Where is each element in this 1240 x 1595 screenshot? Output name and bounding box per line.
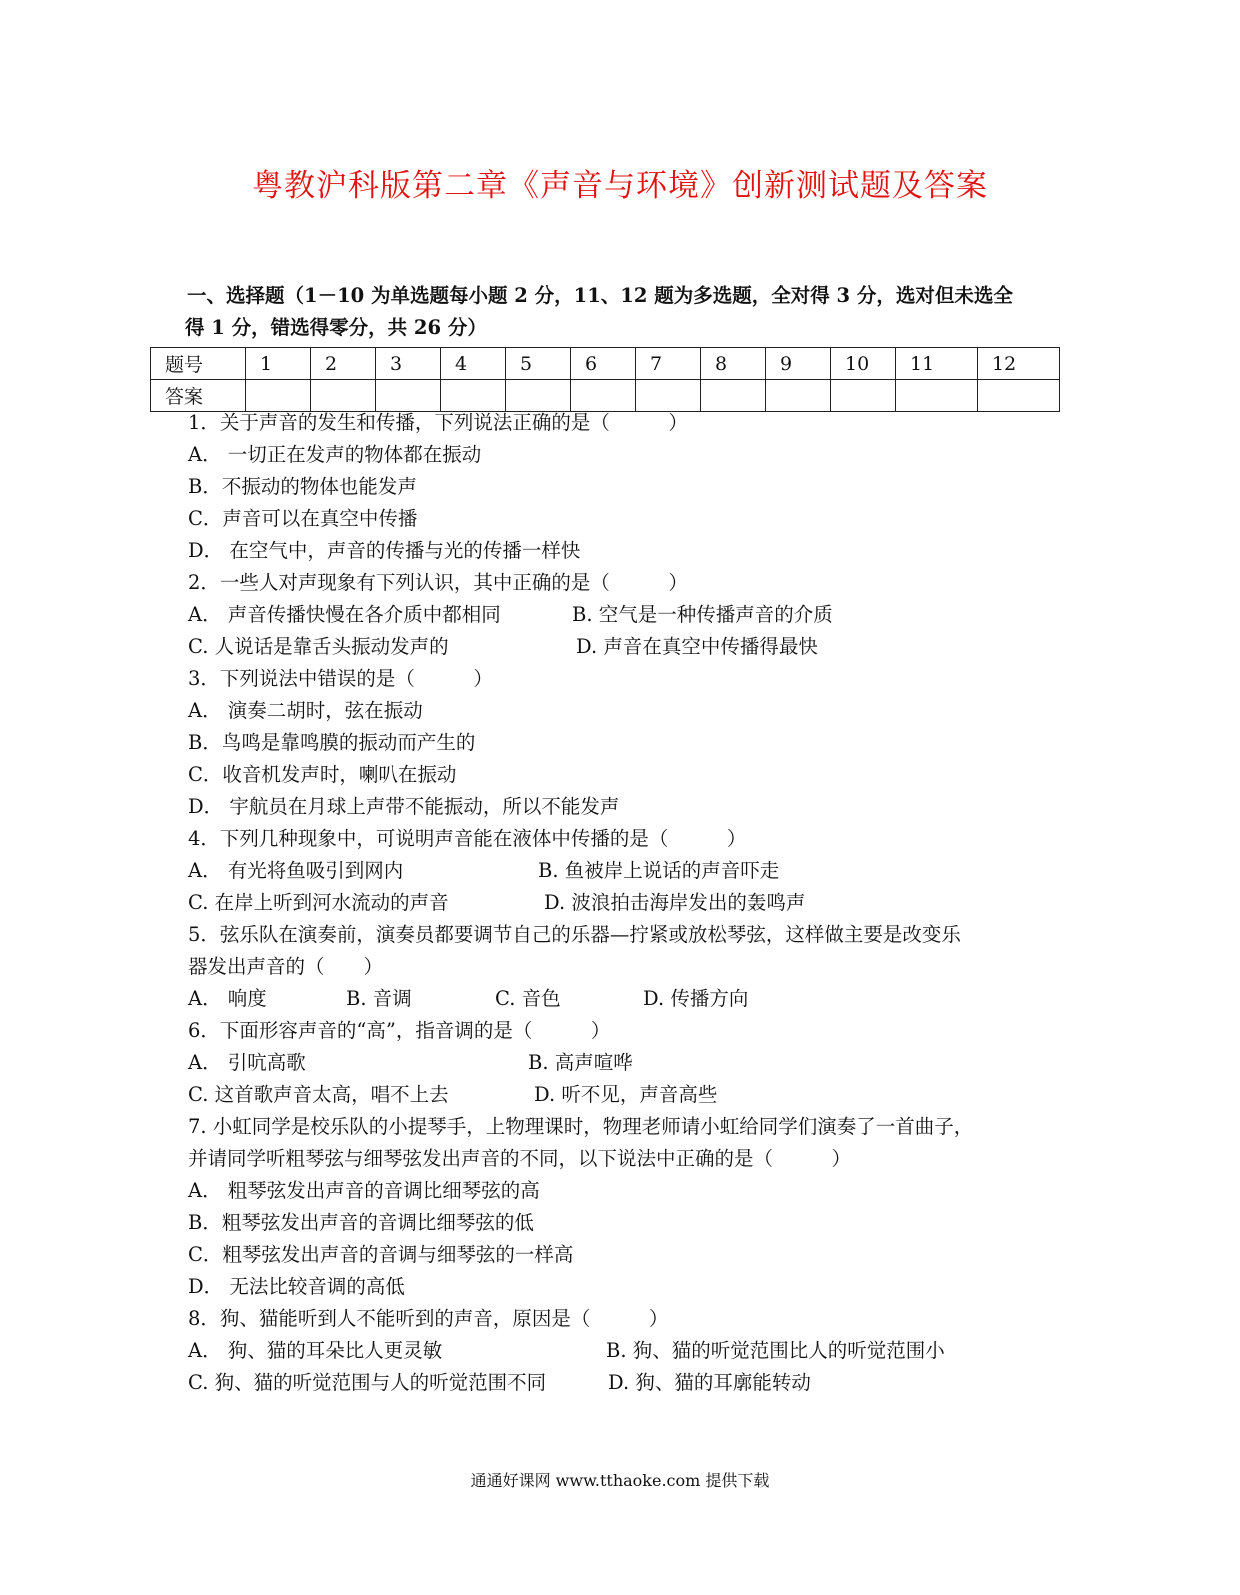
question-8-option-c: C. 狗、猫的听觉范围与人的听觉范围不同 bbox=[188, 1371, 547, 1394]
question-4-option-a: A． 有光将鱼吸引到网内 bbox=[188, 859, 404, 882]
question-7-option-a: A． 粗琴弦发出声音的音调比细琴弦的高 bbox=[188, 1179, 540, 1202]
question-6-option-d: D. 听不见，声音高些 bbox=[534, 1083, 718, 1106]
question-6-option-c: C. 这首歌声音太高，唱不上去 bbox=[188, 1083, 449, 1106]
question-5-option-a: A． 响度 bbox=[188, 987, 267, 1010]
answer-cell[interactable] bbox=[978, 380, 1060, 412]
answer-cell[interactable] bbox=[311, 380, 376, 412]
answer-table-number-row bbox=[151, 348, 1060, 380]
question-7-stem-line1: 7. 小虹同学是校乐队的小提琴手，上物理课时，物理老师请小虹给同学们演奏了一首曲子， bbox=[188, 1115, 974, 1138]
question-number-cell: 10 bbox=[831, 348, 896, 380]
answer-cell[interactable] bbox=[246, 380, 311, 412]
question-8-option-b: B. 狗、猫的听觉范围比人的听觉范围小 bbox=[606, 1339, 945, 1362]
question-8-option-d: D. 狗、猫的耳廓能转动 bbox=[608, 1371, 811, 1394]
answer-cell[interactable] bbox=[636, 380, 701, 412]
question-5-stem-line2: 器发出声音的（ ） bbox=[188, 955, 384, 978]
answer-table-answer-row bbox=[151, 380, 1060, 412]
question-2-option-b: B. 空气是一种传播声音的介质 bbox=[572, 603, 833, 626]
answer-cell[interactable] bbox=[766, 380, 831, 412]
question-number-cell: 5 bbox=[506, 348, 571, 380]
row-header-answer: 答案 bbox=[151, 380, 246, 412]
question-number-cell: 12 bbox=[978, 348, 1060, 380]
answer-cell[interactable] bbox=[376, 380, 441, 412]
question-8-stem: 8．狗、猫能听到人不能听到的声音，原因是（ ） bbox=[188, 1307, 669, 1330]
question-number-cell: 2 bbox=[311, 348, 376, 380]
question-8-option-a: A． 狗、猫的耳朵比人更灵敏 bbox=[188, 1339, 443, 1362]
question-2-option-d: D. 声音在真空中传播得最快 bbox=[576, 635, 818, 658]
question-5-option-b: B. 音调 bbox=[346, 987, 412, 1010]
question-3-option-a: A． 演奏二胡时，弦在振动 bbox=[188, 699, 423, 722]
question-6-option-b: B. 高声喧哗 bbox=[528, 1051, 633, 1074]
question-number-cell: 3 bbox=[376, 348, 441, 380]
question-2-stem: 2．一些人对声现象有下列认识，其中正确的是（ ） bbox=[188, 571, 688, 594]
answer-cell[interactable] bbox=[441, 380, 506, 412]
row-header-number: 题号 bbox=[151, 348, 246, 380]
question-number-cell: 9 bbox=[766, 348, 831, 380]
question-4-option-c: C. 在岸上听到河水流动的声音 bbox=[188, 891, 449, 914]
question-1-option-a: A． 一切正在发声的物体都在振动 bbox=[188, 443, 482, 466]
answer-cell[interactable] bbox=[896, 380, 978, 412]
answer-cell[interactable] bbox=[701, 380, 766, 412]
question-2-option-c: C. 人说话是靠舌头振动发声的 bbox=[188, 635, 449, 658]
section-heading-line2: 得 1 分，错选得零分，共 26 分） bbox=[185, 316, 487, 339]
question-7-stem-line2: 并请同学听粗琴弦与细琴弦发出声音的不同，以下说法中正确的是（ ） bbox=[188, 1147, 852, 1170]
section-heading bbox=[187, 280, 1067, 344]
answer-cell[interactable] bbox=[506, 380, 571, 412]
question-1-option-c: C．声音可以在真空中传播 bbox=[188, 507, 418, 530]
question-4-option-d: D. 波浪拍击海岸发出的轰鸣声 bbox=[544, 891, 806, 914]
question-6-stem: 6．下面形容声音的“高”，指音调的是（ ） bbox=[188, 1019, 611, 1042]
question-7-option-b: B．粗琴弦发出声音的音调比细琴弦的低 bbox=[188, 1211, 534, 1234]
question-4-option-b: B. 鱼被岸上说话的声音吓走 bbox=[538, 859, 780, 882]
question-7-option-d: D． 无法比较音调的高低 bbox=[188, 1275, 405, 1298]
question-1-option-b: B．不振动的物体也能发声 bbox=[188, 475, 417, 498]
question-3-option-b: B．鸟鸣是靠鸣膜的振动而产生的 bbox=[188, 731, 476, 754]
question-1-stem: 1．关于声音的发生和传播，下列说法正确的是（ ） bbox=[188, 411, 688, 434]
question-7-option-c: C．粗琴弦发出声音的音调与细琴弦的一样高 bbox=[188, 1243, 574, 1266]
question-5-option-c: C. 音色 bbox=[495, 987, 561, 1010]
question-number-cell: 7 bbox=[636, 348, 701, 380]
answer-cell[interactable] bbox=[571, 380, 636, 412]
document-title: 粤教沪科版第二章《声音与环境》创新测试题及答案 bbox=[252, 168, 988, 204]
question-4-stem: 4．下列几种现象中，可说明声音能在液体中传播的是（ ） bbox=[188, 827, 747, 850]
question-3-stem: 3．下列说法中错误的是（ ） bbox=[188, 667, 493, 690]
question-number-cell: 6 bbox=[571, 348, 636, 380]
question-5-option-d: D. 传播方向 bbox=[643, 987, 749, 1010]
question-6-option-a: A． 引吭高歌 bbox=[188, 1051, 306, 1074]
section-heading-line1: 一、选择题（1－10 为单选题每小题 2 分，11、12 题为多选题，全对得 3 分，选对但未选全 bbox=[187, 284, 1013, 307]
question-number-cell: 4 bbox=[441, 348, 506, 380]
question-3-option-d: D． 宇航员在月球上声带不能振动，所以不能发声 bbox=[188, 795, 620, 818]
question-5-stem-line1: 5．弦乐队在演奏前，演奏员都要调节自己的乐器—拧紧或放松琴弦，这样做主要是改变乐 bbox=[188, 923, 961, 946]
question-number-cell: 8 bbox=[701, 348, 766, 380]
question-3-option-c: C．收音机发声时，喇叭在振动 bbox=[188, 763, 457, 786]
answer-table bbox=[150, 347, 1060, 412]
question-number-cell: 1 bbox=[246, 348, 311, 380]
question-1-option-d: D． 在空气中，声音的传播与光的传播一样快 bbox=[188, 539, 581, 562]
answer-cell[interactable] bbox=[831, 380, 896, 412]
question-number-cell: 11 bbox=[896, 348, 978, 380]
question-2-option-a: A． 声音传播快慢在各介质中都相同 bbox=[188, 603, 501, 626]
page-footer: 通通好课网 www.tthaoke.com 提供下载 bbox=[470, 1471, 770, 1490]
